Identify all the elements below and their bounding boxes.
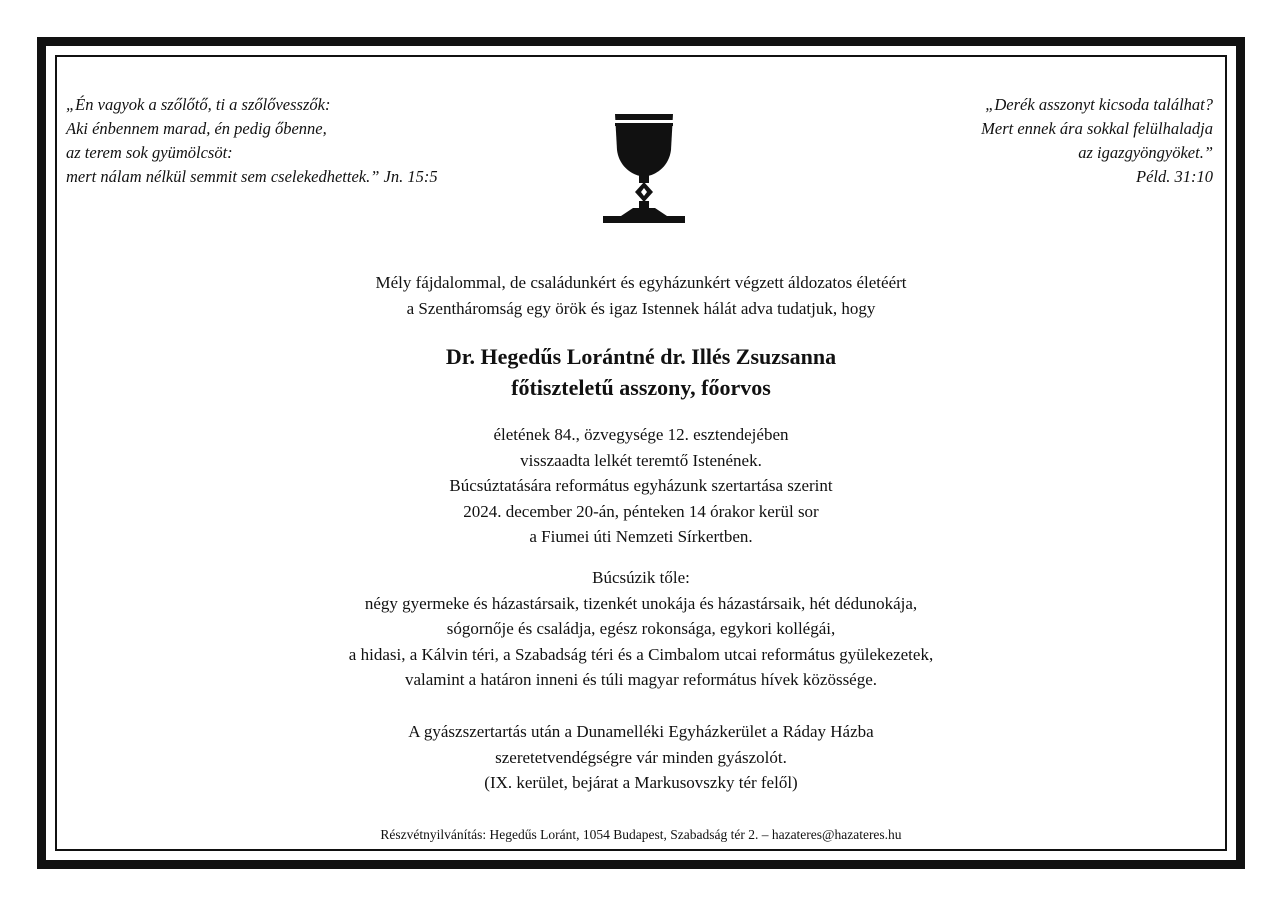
details-line: a Fiumei úti Nemzeti Sírkertben.	[529, 527, 753, 546]
verse-right-line: Péld. 31:10	[1136, 167, 1213, 186]
mourners-line: a hidasi, a Kálvin téri, a Szabadság téri és a Cimbalom utcai református gyülekezetek,	[348, 644, 934, 664]
verse-left	[66, 93, 438, 189]
details-line: életének 84., özvegysége 12. esztendejében	[493, 425, 789, 444]
deceased-title: főtiszteletű asszony, főorvos	[511, 375, 771, 400]
mourners-list	[57, 565, 1225, 693]
mourners-line: négy gyermeke és házastársaik, tizenkét unokája és házastársaik, hét dédunokája,	[364, 593, 918, 613]
reception-line: szeretetvendégségre vár minden gyászolót.	[495, 747, 787, 767]
deceased-name: Dr. Hegedűs Lorántné dr. Illés Zsuzsanna	[445, 344, 837, 369]
mourners-line: Búcsúzik tőle:	[592, 568, 690, 587]
condolence-contact	[57, 825, 1225, 845]
chalice-icon	[599, 112, 689, 224]
verse-left-line: mert nálam nélkül semmit sem cselekedhettek.” Jn. 15:5	[66, 167, 438, 186]
verse-left-line: az terem sok gyümölcsöt:	[66, 143, 233, 162]
reception-info	[57, 719, 1225, 796]
verse-right	[981, 93, 1213, 189]
intro-line: a Szentháromság egy örök és igaz Istennek hálát adva tudatjuk, hogy	[406, 299, 876, 318]
verse-right-line: „Derék asszonyt kicsoda találhat?	[985, 95, 1213, 114]
verse-right-line: Mert ennek ára sokkal felülhaladja	[981, 119, 1213, 138]
mourners-line: valamint a határon inneni és túli magyar református hívek közössége.	[404, 670, 878, 689]
intro-line: Mély fájdalommal, de családunkért és egyházunkért végzett áldozatos életéért	[375, 273, 907, 292]
deceased-heading	[57, 341, 1225, 403]
intro-text	[57, 270, 1225, 322]
details-line: visszaadta lelkét teremtő Istenének.	[520, 450, 762, 470]
verse-left-line: Aki énbennem marad, én pedig őbenne,	[66, 119, 327, 138]
reception-line: (IX. kerület, bejárat a Markusovszky tér felől)	[484, 773, 798, 792]
funeral-details	[57, 422, 1225, 550]
mourners-line: sógornője és családja, egész rokonsága, egykori kollégái,	[446, 619, 836, 638]
obituary-card	[57, 57, 1225, 849]
condolence-text: Részvétnyilvánítás: Hegedűs Loránt, 1054 Budapest, Szabadság tér 2. – hazateres@hazateres.hu	[380, 827, 902, 842]
verse-right-line: az igazgyöngyöket.”	[1078, 143, 1213, 162]
details-line: Búcsúztatására református egyházunk szertartása szerint	[449, 476, 833, 495]
details-line: 2024. december 20-án, pénteken 14 órakor kerül sor	[463, 501, 819, 521]
reception-line: A gyászszertartás után a Dunamelléki Egyházkerület a Ráday Házba	[408, 722, 874, 741]
verse-left-line: „Én vagyok a szőlőtő, ti a szőlővesszők:	[66, 95, 331, 114]
